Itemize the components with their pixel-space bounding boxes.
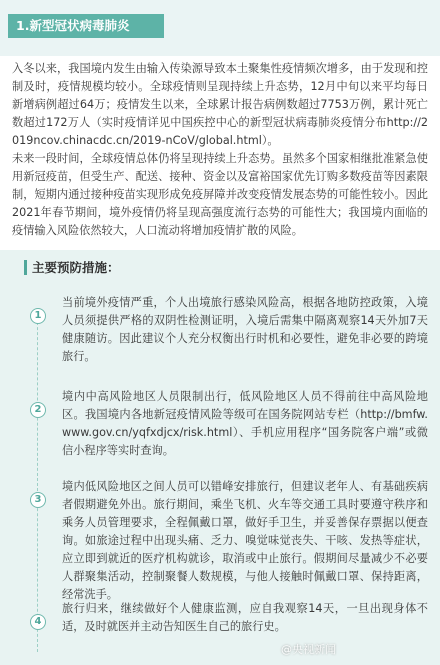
measure-text: 境内中高风险地区人员限制出行，低风险地区人员不得前往中高风险地区。我国境内各地新冠疫情风险等级可在国务院网站专栏（http://bmfw.www.gov.cn/yqfxdjcx/risk.html）、手机应用程序“国务院客户端”或微信小程序等实时查询。 [62,390,428,457]
number-badge: 3 [30,492,46,508]
watermark-text: @央视新闻 [281,643,336,656]
paragraph-situation: 入冬以来，我国境内发生由输入传染源导致本土聚集性疫情频次增多，由于发现和控制及时，疫情规模均较小。全球疫情则呈现持续上升态势，12月中旬以来平均每日新增病例超过64万；疫情发生以来，全球累计报告病例数超过7753万例，累计死亡数超过172万人（实时疫情详见中国疾控中心的新型冠状病毒肺炎疫情分布http://2019ncov.chinacdc.cn/2019-nCoV/global.html）。 [12,62,428,147]
paragraph-outlook: 未来一段时间，全球疫情总体仍将呈现持续上升态势。虽然多个国家相继批准紧急使用新冠疫苗，但受生产、配送、接种、资金以及富裕国家优先订购多数疫苗等因素限制，短期内通过接种疫苗实现形成免疫屏障并改变疫情发展态势的可能性较小。因此2021年春节期间，境外疫情仍将呈现高强度流行态势的可能性大；我国境内面临的疫情输入风险依然较大，人口流动将增加疫情扩散的风险。 [12,152,428,237]
number-badge: 2 [30,402,46,418]
number-badge: 1 [30,308,46,324]
timeline-line [37,312,38,652]
heading-bar-icon [24,260,27,275]
measures-title: 主要预防措施： [32,260,120,275]
measure-text: 境内低风险地区之间人员可以错峰安排旅行，但建议老年人、有基础疾病者假期避免外出。旅行期间，乘坐飞机、火车等交通工具时要遵守秩序和乘务人员管理要求，全程佩戴口罩，做好手卫生，并妥善保存票据以便查询。如旅途过程中出现头痛、乏力、嗅觉味觉丧失、干咳、发热等症状，应立即到就近的医疗机构就诊，取消或中止旅行。假期间尽量减少不必要人群聚集活动，控制聚餐人数规模，与他人接触时佩戴口罩、保持距离，经常洗手。 [62,480,428,601]
measure-text: 旅行归来，继续做好个人健康监测，应自我观察14天，一旦出现身体不适，及时就医并主动告知医生自己的旅行史。 [62,602,428,633]
measures-panel [0,250,440,665]
measures-heading [24,258,120,276]
header-band [0,0,440,56]
number-badge: 4 [30,614,46,630]
measure-text: 当前境外疫情严重，个人出境旅行感染风险高，根据各地防控政策，入境人员须提供严格的双阴性检测证明，入境后需集中隔离观察14天外加7天健康随访。因此建议个人充分权衡出行时机和必要性，避免非必要的跨境旅行。 [62,296,428,363]
section-title: 1.新型冠状病毒肺炎 [8,14,164,38]
